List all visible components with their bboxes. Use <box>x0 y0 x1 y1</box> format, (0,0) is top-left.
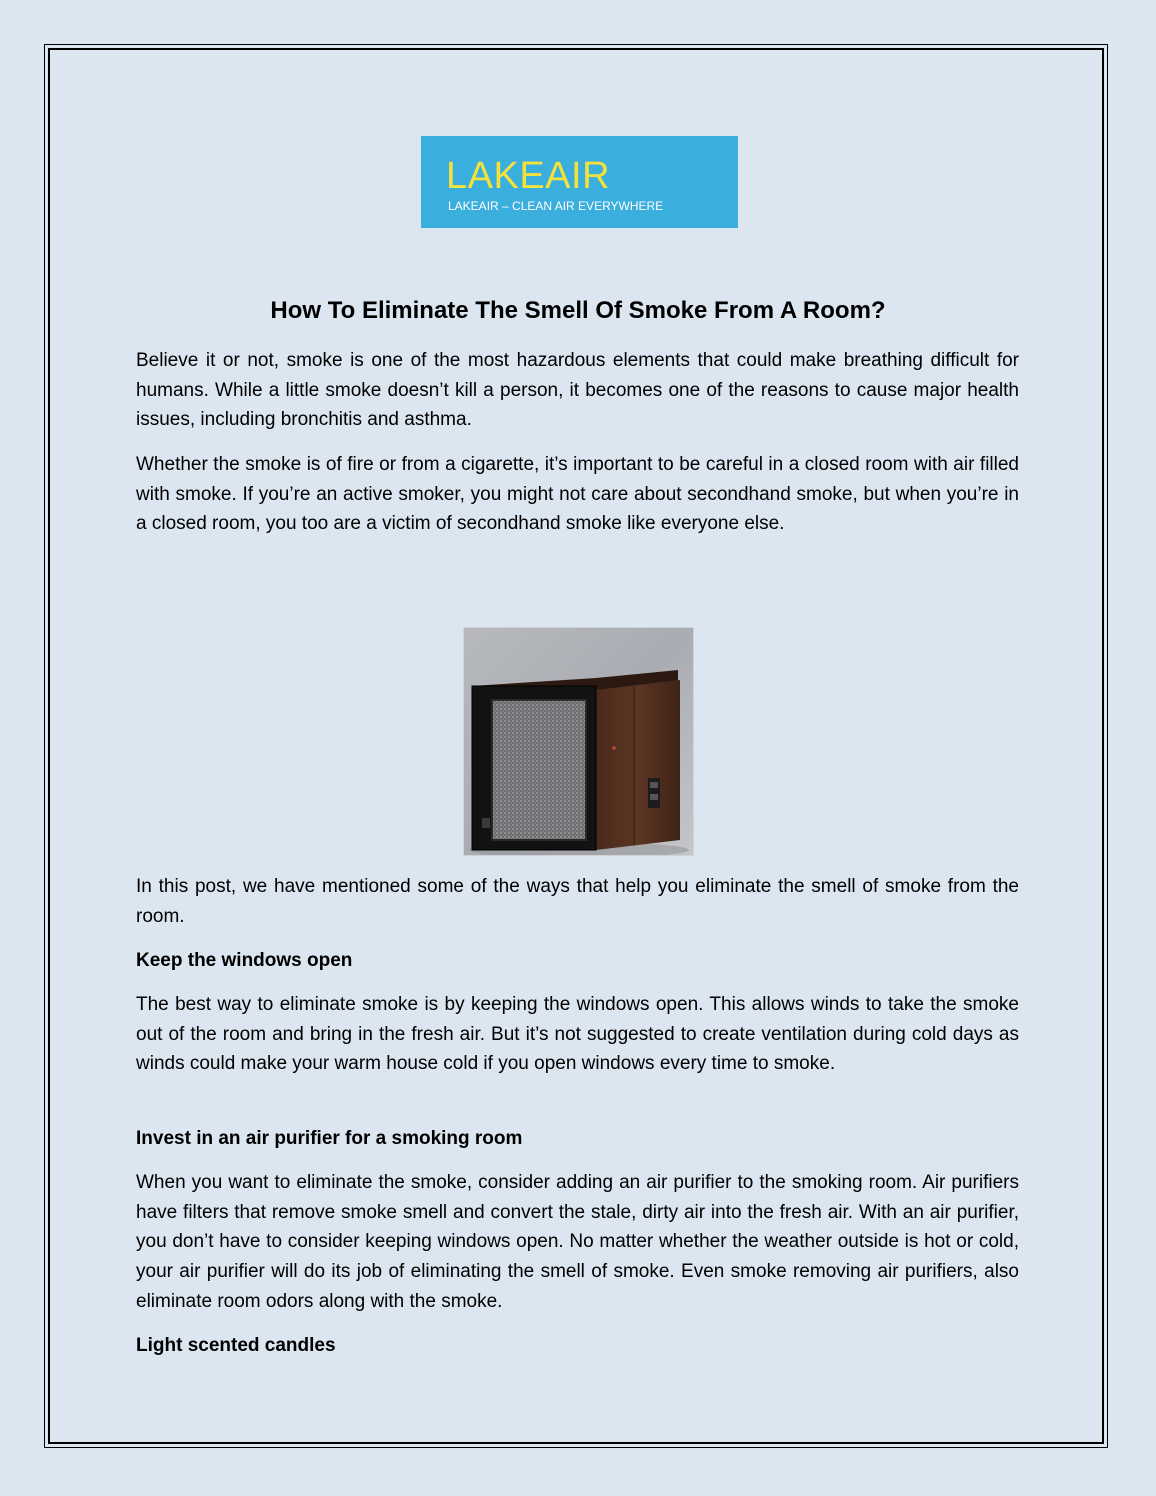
section-heading-air-purifier: Invest in an air purifier for a smoking room <box>136 1128 523 1149</box>
intro-paragraph-2: Whether the smoke is of fire or from a cigarette, it’s important to be careful in a closed room with air filled with smoke. If you’re an active smoker, you might not care about secondhand smoke, but when you’re in a closed room, you too are a victim of secondhand smoke like everyone else. <box>136 454 1019 535</box>
air-purifier-illustration <box>464 628 693 855</box>
section-body-air-purifier: When you want to eliminate the smoke, consider adding an air purifier to the smoking room. Air purifiers have filters that remove smoke smell and convert the stale, dirty air into the fresh air. With an air purifier, you don’t have to consider keeping windows open. No matter whether the weather outside is hot or cold, your air purifier will do its job of eliminating the smell of smoke. Even smoke removing air purifiers, also eliminate room odors along with the smoke. <box>136 1172 1019 1312</box>
section-heading-windows: Keep the windows open <box>136 950 353 971</box>
section-heading-candles: Light scented candles <box>136 1335 336 1356</box>
lakeair-logo <box>421 136 738 228</box>
lead-in-paragraph: In this post, we have mentioned some of the ways that help you eliminate the smell of smoke from the room. <box>136 876 1019 927</box>
logo-tagline: LAKEAIR – CLEAN AIR EVERYWHERE <box>448 199 664 213</box>
intro-paragraph-1: Believe it or not, smoke is one of the most hazardous elements that could make breathing difficult for humans. While a little smoke doesn’t kill a person, it becomes one of the reasons to cause major health issues, including bronchitis and asthma. <box>136 350 1019 431</box>
article-title: How To Eliminate The Smell Of Smoke From A Room? <box>270 297 886 324</box>
air-purifier-photo <box>463 627 694 856</box>
section-body-windows: The best way to eliminate smoke is by keeping the windows open. This allows winds to take the smoke out of the room and bring in the fresh air. But it’s not suggested to create ventilation during cold days as winds could make your warm house cold if you open windows every time to smoke. <box>136 994 1019 1075</box>
logo-wordmark: LAKEAIR <box>446 155 611 197</box>
